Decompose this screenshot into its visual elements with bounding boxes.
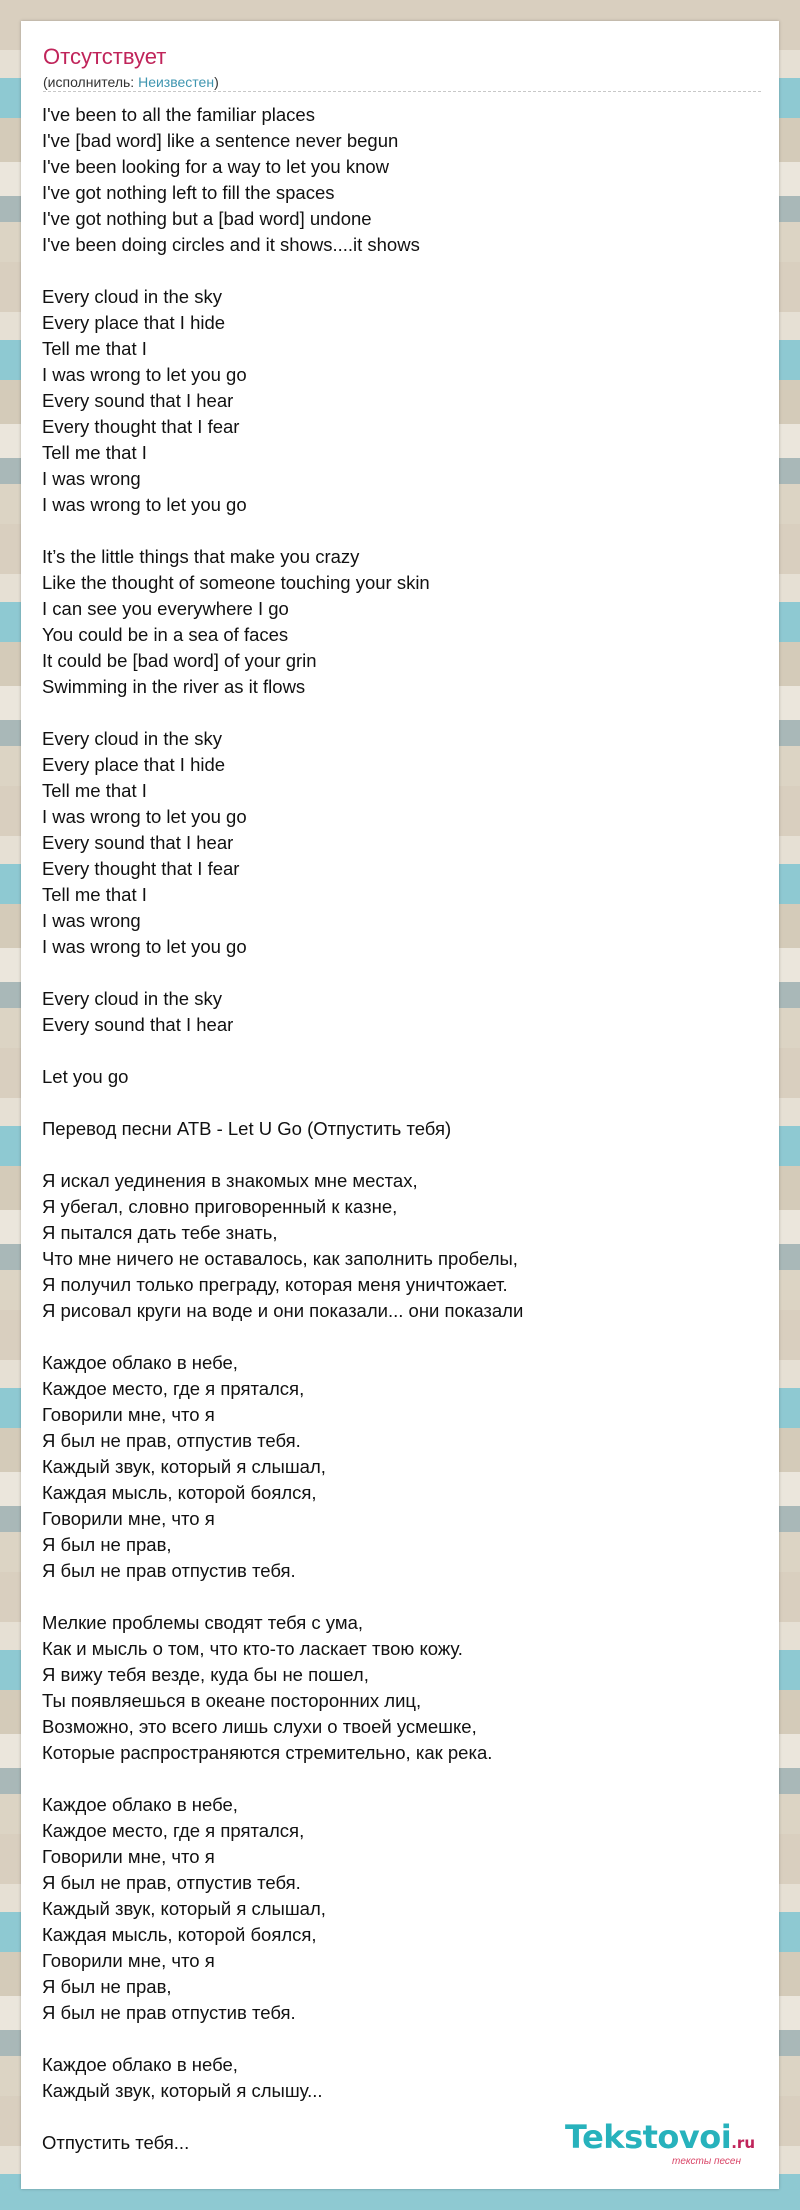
lyric-line: Like the thought of someone touching your skin xyxy=(42,572,430,593)
lyric-line: Я пытался дать тебе знать, xyxy=(42,1222,278,1243)
blank-line xyxy=(42,1584,762,1610)
lyric-line: Я был не прав, xyxy=(42,1534,172,1555)
lyric-line: Я был не прав, отпустив тебя. xyxy=(42,1872,301,1893)
blank-line xyxy=(42,1324,762,1350)
artist-line xyxy=(43,73,219,91)
lyric-line: Я был не прав, отпустив тебя. xyxy=(42,1430,301,1451)
lyric-line: You could be in a sea of faces xyxy=(42,624,289,645)
lyric-line: Let you go xyxy=(42,1066,129,1087)
lyric-line: Ты появляешься в океане посторонних лиц, xyxy=(42,1690,422,1711)
blank-line xyxy=(42,1090,762,1116)
lyric-line: Говорили мне, что я xyxy=(42,1404,215,1425)
lyric-line: Мелкие проблемы сводят тебя с ума, xyxy=(42,1612,363,1633)
lyric-line: Every sound that I hear xyxy=(42,1014,234,1035)
lyric-line: Tell me that I xyxy=(42,884,147,905)
page-title: Отсутствует xyxy=(43,44,167,69)
title-divider xyxy=(43,91,761,92)
lyric-line: Каждое место, где я прятался, xyxy=(42,1378,305,1399)
lyric-line: I've been looking for a way to let you know xyxy=(42,156,390,177)
lyric-line: Что мне ничего не оставалось, как заполнить пробелы, xyxy=(42,1248,518,1269)
lyric-line: Tell me that I xyxy=(42,442,147,463)
lyric-line: Каждая мысль, которой боялся, xyxy=(42,1924,317,1945)
lyric-line: I've [bad word] like a sentence never begun xyxy=(42,130,399,151)
artist-suffix: ) xyxy=(214,74,219,90)
lyric-line: Говорили мне, что я xyxy=(42,1950,215,1971)
lyric-line: Я рисовал круги на воде и они показали... они показали xyxy=(42,1300,524,1321)
lyric-line: Говорили мне, что я xyxy=(42,1508,215,1529)
lyric-line: Перевод песни ATB - Let U Go (Отпустить тебя) xyxy=(42,1118,452,1139)
blank-line xyxy=(42,518,762,544)
lyric-line: Every cloud in the sky xyxy=(42,728,222,749)
lyric-line: I was wrong xyxy=(42,468,141,489)
lyric-line: Every place that I hide xyxy=(42,754,226,775)
lyric-line: Every thought that I fear xyxy=(42,416,240,437)
blank-line xyxy=(42,1038,762,1064)
lyric-line: Которые распространяются стремительно, как река. xyxy=(42,1742,493,1763)
lyric-line: Every cloud in the sky xyxy=(42,286,222,307)
blank-line xyxy=(42,700,762,726)
lyric-line: I was wrong to let you go xyxy=(42,364,247,385)
lyric-line: I've got nothing left to fill the spaces xyxy=(42,182,335,203)
lyric-line: Я вижу тебя везде, куда бы не пошел, xyxy=(42,1664,369,1685)
lyric-line: Every sound that I hear xyxy=(42,390,234,411)
lyric-line: Я получил только преграду, которая меня уничтожает. xyxy=(42,1274,508,1295)
lyric-line: Tell me that I xyxy=(42,338,147,359)
lyric-line: I've been doing circles and it shows....it shows xyxy=(42,234,420,255)
blank-line xyxy=(42,960,762,986)
artist-link[interactable]: Неизвестен xyxy=(138,74,215,90)
lyric-line: Я искал уединения в знакомых мне местах, xyxy=(42,1170,418,1191)
lyric-line: I was wrong xyxy=(42,910,141,931)
lyric-line: Каждое место, где я прятался, xyxy=(42,1820,305,1841)
lyric-line: It’s the little things that make you crazy xyxy=(42,546,360,567)
logo-wordmark xyxy=(565,2120,755,2160)
lyric-line: Every sound that I hear xyxy=(42,832,234,853)
site-logo[interactable] xyxy=(565,2120,755,2167)
lyric-line: Отпустить тебя... xyxy=(42,2132,190,2153)
lyric-line: I was wrong to let you go xyxy=(42,936,247,957)
lyric-line: Каждое облако в небе, xyxy=(42,1794,238,1815)
lyric-line: Я был не прав, xyxy=(42,1976,172,1997)
blank-line xyxy=(42,1142,762,1168)
logo-tld: .ru xyxy=(731,2134,755,2152)
logo-name: Tekstovoi xyxy=(565,2118,732,2156)
lyric-line: Every cloud in the sky xyxy=(42,988,222,1009)
logo-tagline: тексты песен xyxy=(672,2156,741,2167)
lyric-line: It could be [bad word] of your grin xyxy=(42,650,317,671)
lyric-line: I can see you everywhere I go xyxy=(42,598,289,619)
lyric-line: Каждая мысль, которой боялся, xyxy=(42,1482,317,1503)
lyric-line: Каждое облако в небе, xyxy=(42,2054,238,2075)
artist-prefix: (исполнитель: xyxy=(43,74,139,90)
lyric-line: I was wrong to let you go xyxy=(42,494,247,515)
lyric-line: Каждый звук, который я слышу... xyxy=(42,2080,323,2101)
lyric-line: Каждый звук, который я слышал, xyxy=(42,1898,326,1919)
lyric-line: Every place that I hide xyxy=(42,312,226,333)
lyric-line: Каждое облако в небе, xyxy=(42,1352,238,1373)
lyrics-text xyxy=(42,102,762,2156)
lyric-line: Как и мысль о том, что кто-то ласкает твою кожу. xyxy=(42,1638,463,1659)
lyric-line: Я был не прав отпустив тебя. xyxy=(42,1560,296,1581)
blank-line xyxy=(42,258,762,284)
lyric-line: Я убегал, словно приговоренный к казне, xyxy=(42,1196,398,1217)
blank-line xyxy=(42,2026,762,2052)
lyric-line: I was wrong to let you go xyxy=(42,806,247,827)
lyric-line: I've got nothing but a [bad word] undone xyxy=(42,208,372,229)
lyric-line: Я был не прав отпустив тебя. xyxy=(42,2002,296,2023)
lyric-line: Tell me that I xyxy=(42,780,147,801)
lyric-line: Говорили мне, что я xyxy=(42,1846,215,1867)
lyric-line: I've been to all the familiar places xyxy=(42,104,315,125)
lyric-line: Swimming in the river as it flows xyxy=(42,676,306,697)
lyrics-card xyxy=(21,21,779,2189)
lyric-line: Возможно, это всего лишь слухи о твоей усмешке, xyxy=(42,1716,477,1737)
lyric-line: Каждый звук, который я слышал, xyxy=(42,1456,326,1477)
lyric-line: Every thought that I fear xyxy=(42,858,240,879)
blank-line xyxy=(42,1766,762,1792)
